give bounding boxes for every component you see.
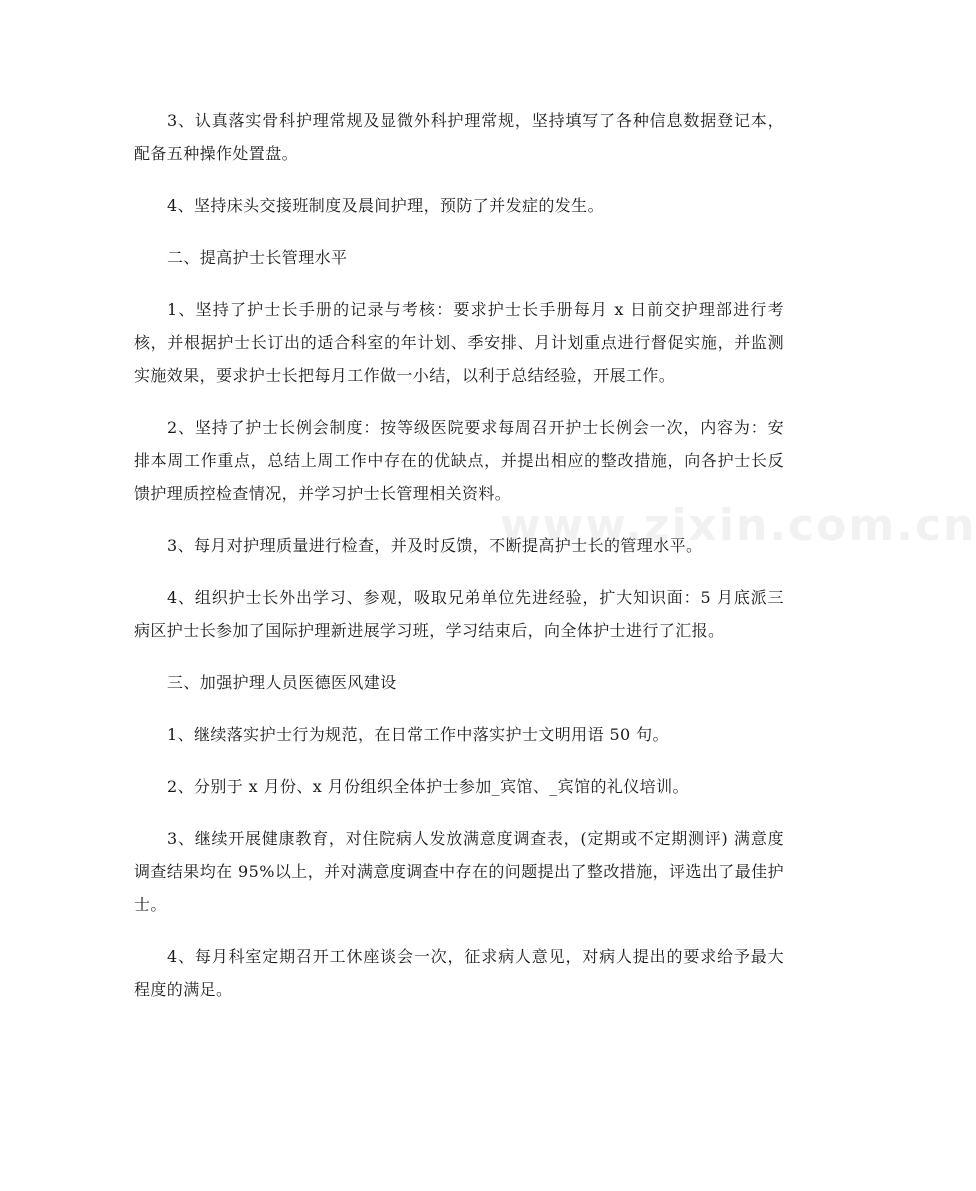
paragraph-item-2-etiquette-training: 2、分别于 x 月份、x 月份组织全体护士参加_宾馆、_宾馆的礼仪培训。 <box>167 777 689 796</box>
paragraph-item-1-conduct-standards: 1、继续落实护士行为规范，在日常工作中落实护士文明用语 50 句。 <box>167 725 669 744</box>
paragraph-item-3-orthopedic-care: 3、认真落实骨科护理常规及显微外科护理常规，坚持填写了各种信息数据登记本，配备五种操作处置盘。 <box>134 111 784 163</box>
paragraph-item-3-health-education: 3、继续开展健康教育，对住院病人发放满意度调查表，(定期或不定期测评) 满意度调查结果均在 95%以上，并对满意度调查中存在的问题提出了整改措施，评选出了最佳护士。 <box>134 829 784 914</box>
watermark-text: www.zixin.com.cn <box>500 500 976 551</box>
paragraph-item-4-external-study: 4、组织护士长外出学习、参观，吸取兄弟单位先进经验，扩大知识面：5 月底派三病区护士长参加了国际护理新进展学习班，学习结束后，向全体护士进行了汇报。 <box>134 588 784 640</box>
paragraph-item-4-patient-forum: 4、每月科室定期召开工休座谈会一次，征求病人意见，对病人提出的要求给予最大程度的满足。 <box>134 947 784 999</box>
paragraph-item-2-head-nurse-meeting: 2、坚持了护士长例会制度：按等级医院要求每周召开护士长例会一次，内容为：安排本周工作重点，总结上周工作中存在的优缺点，并提出相应的整改措施，向各护士长反馈护理质控检查情况，并学习护士长管理相关资料。 <box>134 418 784 503</box>
section-heading-2: 二、提高护士长管理水平 <box>167 248 348 267</box>
paragraph-item-4-shift-handover: 4、坚持床头交接班制度及晨间护理，预防了并发症的发生。 <box>167 196 604 215</box>
paragraph-item-1-head-nurse-handbook: 1、坚持了护士长手册的记录与考核：要求护士长手册每月 x 日前交护理部进行考核，并根据护士长订出的适合科室的年计划、季安排、月计划重点进行督促实施，并监测实施效果，要求护士长把每月工作做一小结，以利于总结经验，开展工作。 <box>134 300 784 385</box>
document-body <box>134 104 784 1025</box>
section-heading-3: 三、加强护理人员医德医风建设 <box>167 673 397 692</box>
paragraph-item-3-quality-check: 3、每月对护理质量进行检查，并及时反馈，不断提高护士长的管理水平。 <box>167 536 703 555</box>
